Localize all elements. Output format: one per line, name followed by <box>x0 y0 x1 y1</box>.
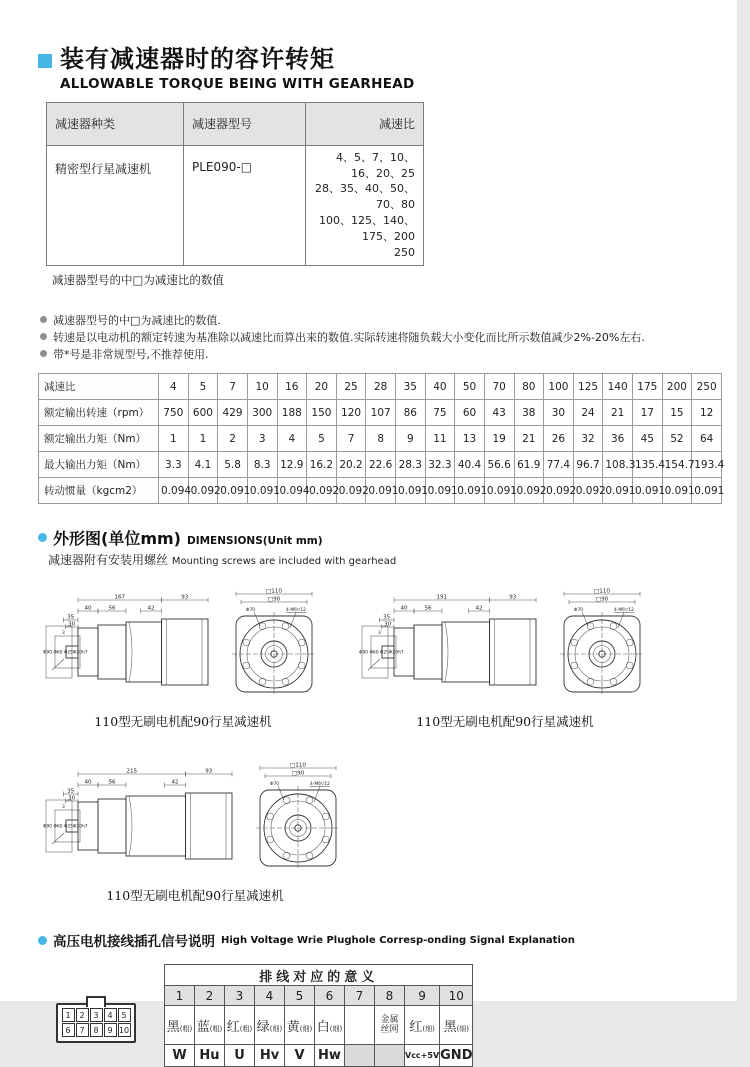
spec-cell: 0.094 <box>277 478 307 504</box>
svg-text:Φ70: Φ70 <box>574 608 584 614</box>
spec-cell: 188 <box>277 400 307 426</box>
svg-text:□110: □110 <box>266 588 282 595</box>
page-header <box>38 46 717 74</box>
spec-cell: 0.091 <box>425 478 455 504</box>
spec-cell: 100 <box>544 374 574 400</box>
wiring-pin-number: 1 <box>165 986 195 1006</box>
spec-cell: 45 <box>633 426 663 452</box>
wiring-signal <box>375 1045 405 1067</box>
spec-cell: 19 <box>484 426 514 452</box>
wiring-pin-number: 6 <box>315 986 345 1006</box>
plug-pin: 10 <box>118 1023 131 1037</box>
page-subtitle: ALLOWABLE TORQUE BEING WITH GEARHEAD <box>60 75 415 92</box>
wiring-signal: Hw <box>315 1045 345 1067</box>
gearhead-header-row <box>47 102 424 145</box>
svg-text:Φ90 Φ60 Φ25Φ20h7: Φ90 Φ60 Φ25Φ20h7 <box>43 650 88 656</box>
spec-cell: 0.091 <box>247 478 277 504</box>
wiring-pin-number: 10 <box>440 986 473 1006</box>
note-text: 减速器型号的中□为减速比的数值. <box>53 314 221 328</box>
spec-cell: 38 <box>514 400 544 426</box>
note-item <box>40 329 717 346</box>
wiring-pin-row <box>165 986 473 1006</box>
plug-pin: 2 <box>76 1008 89 1022</box>
svg-text:93: 93 <box>509 594 517 601</box>
drawing-group-1 <box>42 586 324 730</box>
spec-cell: 10 <box>247 374 277 400</box>
notes-list <box>40 312 717 363</box>
spec-cell: 50 <box>455 374 485 400</box>
wiring-pin-number: 3 <box>225 986 255 1006</box>
spec-cell: 7 <box>336 426 366 452</box>
wiring-pin-number: 8 <box>375 986 405 1006</box>
wiring-signal: W <box>165 1045 195 1067</box>
spec-cell: 86 <box>396 400 426 426</box>
front-view-drawing <box>552 586 652 698</box>
dimensions-heading <box>38 526 717 549</box>
spec-cell: 0.092 <box>307 478 337 504</box>
spec-cell: 4 <box>277 426 307 452</box>
spec-cell: 0.092 <box>544 478 574 504</box>
svg-text:35: 35 <box>67 614 75 621</box>
spec-row-label: 额定输出力矩（Nm） <box>39 426 159 452</box>
side-view-drawing <box>42 764 238 872</box>
spec-cell: 0.091 <box>396 478 426 504</box>
spec-cell: 5 <box>307 426 337 452</box>
spec-cell: 0.092 <box>573 478 603 504</box>
title-square-icon <box>38 54 52 68</box>
spec-cell: 64 <box>692 426 722 452</box>
wiring-color: 红(细) <box>405 1006 440 1045</box>
plug-pin: 1 <box>62 1008 75 1022</box>
spec-cell: 4 <box>159 374 189 400</box>
signal-heading-cn: 高压电机接线插孔信号说明 <box>53 934 215 951</box>
spec-cell: 0.091 <box>484 478 514 504</box>
wiring-color: 蓝(粗) <box>195 1006 225 1045</box>
spec-cell: 0.091 <box>633 478 663 504</box>
dimensions-heading-cn: 外形图(单位mm) <box>53 529 181 549</box>
plug-pin: 7 <box>76 1023 89 1037</box>
plug-row <box>61 1023 131 1038</box>
spec-cell: 5.8 <box>218 452 248 478</box>
svg-text:3: 3 <box>62 631 65 637</box>
spec-cell: 250 <box>692 374 722 400</box>
spec-cell: 429 <box>218 400 248 426</box>
wiring-color: 黑(细) <box>440 1006 473 1045</box>
spec-cell: 22.6 <box>366 452 396 478</box>
front-view-drawing <box>248 760 348 872</box>
svg-text:42: 42 <box>171 779 179 786</box>
gearhead-col-model: 减速器型号 <box>184 102 306 145</box>
plug-pin-grid <box>61 1008 131 1038</box>
spec-row-label: 额定输出转速（rpm） <box>39 400 159 426</box>
note-bullet-icon <box>40 333 47 340</box>
svg-text:Φ90 Φ60 Φ25Φ20h7: Φ90 Φ60 Φ25Φ20h7 <box>43 824 88 830</box>
wiring-pin-number: 9 <box>405 986 440 1006</box>
gearhead-model: PLE090-□ <box>184 145 306 266</box>
spec-cell: 60 <box>455 400 485 426</box>
spec-cell: 175 <box>633 374 663 400</box>
spec-cell: 150 <box>307 400 337 426</box>
side-view-drawing <box>42 590 214 698</box>
spec-cell: 35 <box>396 374 426 400</box>
spec-cell: 15 <box>662 400 692 426</box>
dimensions-sub-cn: 减速器附有安装用螺丝 <box>48 553 169 568</box>
spec-cell: 7 <box>218 374 248 400</box>
wiring-color-sub: (细) <box>329 1024 343 1033</box>
spec-cell: 0.091 <box>692 478 722 504</box>
svg-text:215: 215 <box>126 768 138 775</box>
spec-cell: 200 <box>662 374 692 400</box>
spec-cell: 21 <box>514 426 544 452</box>
spec-cell: 0.092 <box>188 478 218 504</box>
gearhead-col-type: 减速器种类 <box>47 102 184 145</box>
spec-cell: 0.092 <box>514 478 544 504</box>
spec-cell: 70 <box>484 374 514 400</box>
wiring-color: 黄(细) <box>285 1006 315 1045</box>
spec-cell: 300 <box>247 400 277 426</box>
wiring-color: 红(粗) <box>225 1006 255 1045</box>
note-text: 转速是以电动机的额定转速为基准除以减速比而算出来的数值.实际转速将随负载大小变化而比所示数值减少2%-20%左右. <box>53 331 645 345</box>
svg-text:□110: □110 <box>594 588 610 595</box>
wiring-signal: V <box>285 1045 315 1067</box>
spec-cell: 1 <box>188 426 218 452</box>
drawing-caption: 110型无刷电机配90行星减速机 <box>416 714 594 730</box>
drawing-pair <box>358 586 652 698</box>
note-bullet-icon <box>40 316 47 323</box>
gearhead-table <box>46 102 424 267</box>
spec-cell: 28 <box>366 374 396 400</box>
drawing-pair <box>42 586 324 698</box>
spec-cell: 77.4 <box>544 452 574 478</box>
wiring-color-sub: (粗) <box>209 1024 223 1033</box>
side-view-drawing <box>358 590 542 698</box>
dimensions-sub-en: Mounting screws are included with gearhead <box>171 556 397 568</box>
svg-text:Φ70: Φ70 <box>246 608 256 614</box>
gearhead-type: 精密型行星减速机 <box>47 145 184 266</box>
wiring-color-sub: (细) <box>456 1024 470 1033</box>
spec-row-label: 最大输出力矩（Nm） <box>39 452 159 478</box>
spec-cell: 75 <box>425 400 455 426</box>
spec-table <box>38 373 725 504</box>
wiring-color-sub: (细) <box>422 1024 435 1033</box>
signal-body <box>56 964 717 1067</box>
spec-cell: 40.4 <box>455 452 485 478</box>
spec-cell: 43 <box>484 400 514 426</box>
dimensions-subheading <box>48 551 717 568</box>
wiring-signal <box>345 1045 375 1067</box>
wiring-signal: Vcc+5V <box>405 1045 440 1067</box>
wiring-title: 排线对应的意义 <box>165 965 473 986</box>
spec-cell: 17 <box>633 400 663 426</box>
svg-text:40: 40 <box>84 779 92 786</box>
spec-row <box>39 426 722 452</box>
svg-text:42: 42 <box>475 605 483 612</box>
dimensions-heading-en: DIMENSIONS(Unit mm) <box>186 535 323 548</box>
spec-cell: 5 <box>188 374 218 400</box>
spec-cell: 107 <box>366 400 396 426</box>
wiring-pin-number: 2 <box>195 986 225 1006</box>
svg-text:56: 56 <box>108 605 116 612</box>
drawings-row-1 <box>42 586 717 730</box>
spec-cell: 0.091 <box>218 478 248 504</box>
wiring-signal: U <box>225 1045 255 1067</box>
spec-cell: 32.3 <box>425 452 455 478</box>
spec-cell: 13 <box>455 426 485 452</box>
spec-cell: 56.6 <box>484 452 514 478</box>
svg-text:3: 3 <box>62 805 65 811</box>
spec-cell: 20.2 <box>336 452 366 478</box>
drawing-pair <box>42 760 348 872</box>
svg-text:□110: □110 <box>290 762 306 769</box>
wiring-table-body <box>165 965 473 1067</box>
spec-cell: 154.7 <box>662 452 692 478</box>
wiring-signal-row <box>165 1045 473 1067</box>
spec-cell: 0.092 <box>336 478 366 504</box>
svg-text:167: 167 <box>114 594 126 601</box>
spec-cell: 52 <box>662 426 692 452</box>
svg-text:30: 30 <box>384 621 392 628</box>
plug-pin: 5 <box>118 1008 131 1022</box>
wiring-color-sub: (细) <box>299 1024 313 1033</box>
signal-heading-en: High Voltage Wrie Plughole Corresp-onding Signal Explanation <box>221 934 575 946</box>
spec-cell: 16 <box>277 374 307 400</box>
spec-table-body <box>39 374 725 504</box>
spec-cell: 140 <box>603 374 633 400</box>
spec-cell: 21 <box>603 400 633 426</box>
spec-cell: 193.4 <box>692 452 722 478</box>
spec-cell: 1 <box>159 426 189 452</box>
svg-text:4-M6▽12: 4-M6▽12 <box>286 608 306 614</box>
gearhead-data-row <box>47 145 424 266</box>
spec-cell: 61.9 <box>514 452 544 478</box>
svg-text:4-M6▽12: 4-M6▽12 <box>614 608 634 614</box>
spec-cell: 12.9 <box>277 452 307 478</box>
wiring-color: 黑(粗) <box>165 1006 195 1045</box>
drawings-row-2 <box>42 760 717 904</box>
spec-cell: 3.3 <box>159 452 189 478</box>
svg-text:56: 56 <box>424 605 432 612</box>
plug-tab <box>86 996 106 1007</box>
spec-cell: 36 <box>603 426 633 452</box>
spec-cell: 30 <box>544 400 574 426</box>
spec-row <box>39 400 722 426</box>
gearhead-col-ratio: 减速比 <box>306 102 424 145</box>
signal-heading <box>38 930 717 950</box>
wiring-color: 白(细) <box>315 1006 345 1045</box>
svg-text:40: 40 <box>84 605 92 612</box>
spec-cell: 0.091 <box>455 478 485 504</box>
spec-cell: 25 <box>336 374 366 400</box>
spec-cell: 108.3 <box>603 452 633 478</box>
dimensions-bullet-icon <box>38 533 47 542</box>
wiring-color: 绿(细) <box>255 1006 285 1045</box>
note-item <box>40 346 717 363</box>
spec-row <box>39 374 722 400</box>
wiring-signal: GND <box>440 1045 473 1067</box>
spec-cell: 20 <box>307 374 337 400</box>
wiring-color <box>345 1006 375 1045</box>
spec-row <box>39 478 722 504</box>
spec-cell: 28.3 <box>396 452 426 478</box>
spec-cell: 3 <box>247 426 277 452</box>
svg-text:93: 93 <box>181 594 189 601</box>
wiring-signal: Hu <box>195 1045 225 1067</box>
spec-cell: 26 <box>544 426 574 452</box>
spec-cell: 8.3 <box>247 452 277 478</box>
svg-text:Φ70: Φ70 <box>270 782 280 788</box>
spec-cell: 0.091 <box>662 478 692 504</box>
gearhead-ratios: 4、5、7、10、16、20、25 28、35、40、50、70、80 100、125、140、175、200 250 <box>306 145 424 266</box>
plug-pin: 6 <box>62 1023 75 1037</box>
gearhead-note: 减速器型号的中□为减速比的数值 <box>52 273 224 288</box>
spec-cell: 80 <box>514 374 544 400</box>
svg-text:35: 35 <box>383 614 391 621</box>
svg-text:30: 30 <box>68 795 76 802</box>
spec-cell: 16.2 <box>307 452 337 478</box>
wiring-title-row <box>165 965 473 986</box>
note-bullet-icon <box>40 350 47 357</box>
plug-row <box>61 1008 131 1023</box>
wiring-signal: Hv <box>255 1045 285 1067</box>
spec-cell: 24 <box>573 400 603 426</box>
wiring-color-sub: (粗) <box>239 1024 253 1033</box>
spec-row-label: 转动惯量（kgcm2） <box>39 478 159 504</box>
spec-cell: 135.4 <box>633 452 663 478</box>
svg-text:3: 3 <box>378 631 381 637</box>
plug-pin: 8 <box>90 1023 103 1037</box>
note-item <box>40 312 717 329</box>
wiring-pin-number: 7 <box>345 986 375 1006</box>
svg-text:□90: □90 <box>267 596 281 603</box>
spec-cell: 96.7 <box>573 452 603 478</box>
drawing-group-3 <box>42 760 348 904</box>
wiring-color: 金属 丝网 <box>375 1006 405 1045</box>
spec-cell: 9 <box>396 426 426 452</box>
page-title: 装有减速器时的容许转矩 <box>60 45 335 73</box>
spec-cell: 600 <box>188 400 218 426</box>
drawing-caption: 110型无刷电机配90行星减速机 <box>94 714 272 730</box>
spec-cell: 0.091 <box>366 478 396 504</box>
svg-text:4-M6▽12: 4-M6▽12 <box>310 782 330 788</box>
wiring-table <box>164 964 473 1067</box>
spec-cell: 32 <box>573 426 603 452</box>
svg-text:40: 40 <box>400 605 408 612</box>
drawing-group-2 <box>358 586 652 730</box>
spec-row <box>39 452 722 478</box>
svg-text:191: 191 <box>436 594 448 601</box>
plug-pin: 4 <box>104 1008 117 1022</box>
svg-text:56: 56 <box>108 779 116 786</box>
svg-text:□90: □90 <box>595 596 609 603</box>
svg-text:35: 35 <box>67 788 75 795</box>
spec-cell: 0.091 <box>603 478 633 504</box>
svg-text:30: 30 <box>68 621 76 628</box>
drawing-caption: 110型无刷电机配90行星减速机 <box>106 888 284 904</box>
plug-pin: 9 <box>104 1023 117 1037</box>
spec-cell: 40 <box>425 374 455 400</box>
wiring-color-row <box>165 1006 473 1045</box>
wiring-pin-number: 4 <box>255 986 285 1006</box>
front-view-drawing <box>224 586 324 698</box>
wiring-color-sub: (粗) <box>179 1024 193 1033</box>
spec-cell: 4.1 <box>188 452 218 478</box>
signal-bullet-icon <box>38 936 47 945</box>
wiring-color-sub: (细) <box>269 1024 283 1033</box>
spec-cell: 11 <box>425 426 455 452</box>
spec-cell: 120 <box>336 400 366 426</box>
svg-text:Φ90 Φ60 Φ25Φ20h7: Φ90 Φ60 Φ25Φ20h7 <box>359 650 404 656</box>
spec-cell: 750 <box>159 400 189 426</box>
spec-row-label: 减速比 <box>39 374 159 400</box>
spec-cell: 2 <box>218 426 248 452</box>
svg-text:□90: □90 <box>291 770 305 777</box>
spec-cell: 125 <box>573 374 603 400</box>
note-text: 带*号是非常规型号,不推荐使用. <box>53 348 209 362</box>
svg-text:42: 42 <box>147 605 155 612</box>
plug-pin: 3 <box>90 1008 103 1022</box>
spec-cell: 0.094 <box>159 478 189 504</box>
spec-cell: 12 <box>692 400 722 426</box>
spec-cell: 8 <box>366 426 396 452</box>
svg-text:93: 93 <box>205 768 213 775</box>
wiring-pin-number: 5 <box>285 986 315 1006</box>
